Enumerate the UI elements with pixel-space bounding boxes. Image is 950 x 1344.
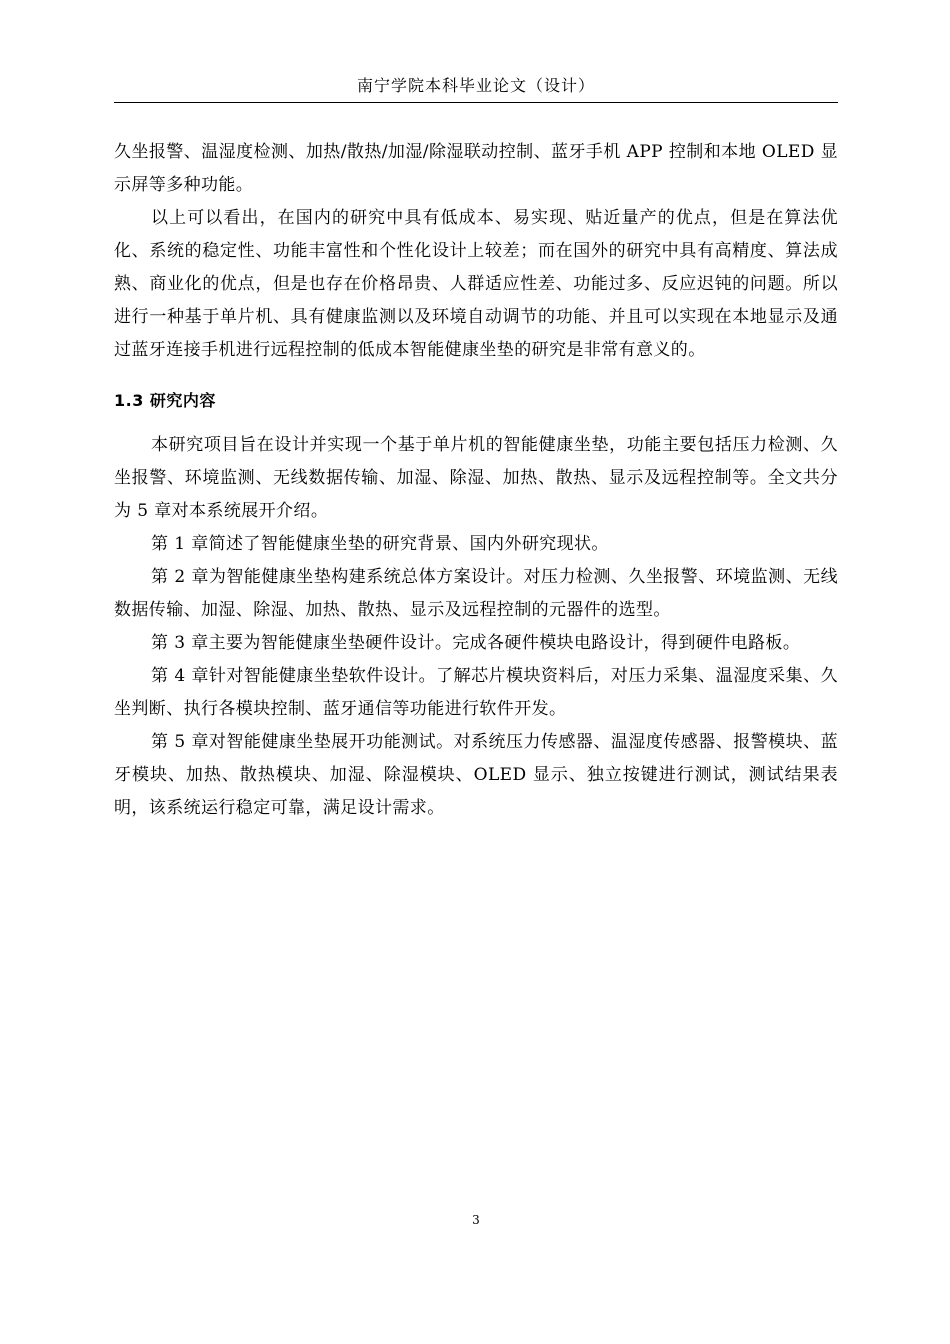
running-header: 南宁学院本科毕业论文（设计） bbox=[356, 76, 595, 95]
chapter-3-summary: 第 3 章主要为智能健康坐垫硬件设计。完成各硬件模块电路设计，得到硬件电路板。 bbox=[151, 633, 801, 653]
chapter-5-summary: 第 5 章对智能健康坐垫展开功能测试。对系统压力传感器、温湿度传感器、报警模块、蓝牙模块、加热、散热模块、加湿、除湿模块、OLED 显示、独立按键进行测试，测试结果表明，该系统运行稳定可靠，满足设计需求。 bbox=[114, 732, 838, 818]
page-number: 3 bbox=[472, 1213, 480, 1227]
body-paragraph-continued: 久坐报警、温湿度检测、加热/散热/加湿/除湿联动控制、蓝牙手机 APP 控制和本地 OLED 显示屏等多种功能。 bbox=[114, 142, 838, 195]
chapter-2-summary: 第 2 章为智能健康坐垫构建系统总体方案设计。对压力检测、久坐报警、环境监测、无线数据传输、加湿、除湿、加热、散热、显示及远程控制的元器件的选型。 bbox=[114, 567, 838, 620]
chapter-4-summary: 第 4 章针对智能健康坐垫软件设计。了解芯片模块资料后，对压力采集、温湿度采集、久坐判断、执行各模块控制、蓝牙通信等功能进行软件开发。 bbox=[114, 666, 838, 719]
chapter-1-summary: 第 1 章简述了智能健康坐垫的研究背景、国内外研究现状。 bbox=[151, 534, 609, 554]
section-heading: 1.3 研究内容 bbox=[114, 391, 216, 410]
body-paragraph-research-content: 本研究项目旨在设计并实现一个基于单片机的智能健康坐垫，功能主要包括压力检测、久坐报警、环境监测、无线数据传输、加湿、除湿、加热、散热、显示及远程控制等。全文共分为 5 章对本系统展开介绍。 bbox=[114, 435, 838, 521]
page-body bbox=[114, 136, 838, 825]
header-divider bbox=[114, 102, 838, 103]
body-paragraph-research-summary: 以上可以看出，在国内的研究中具有低成本、易实现、贴近量产的优点，但是在算法优化、系统的稳定性、功能丰富性和个性化设计上较差；而在国外的研究中具有高精度、算法成熟、商业化的优点，但是也存在价格昂贵、人群适应性差、功能过多、反应迟钝的问题。所以进行一种基于单片机、具有健康监测以及环境自动调节的功能、并且可以实现在本地显示及通过蓝牙连接手机进行远程控制的低成本智能健康坐垫的研究是非常有意义的。 bbox=[114, 208, 838, 360]
